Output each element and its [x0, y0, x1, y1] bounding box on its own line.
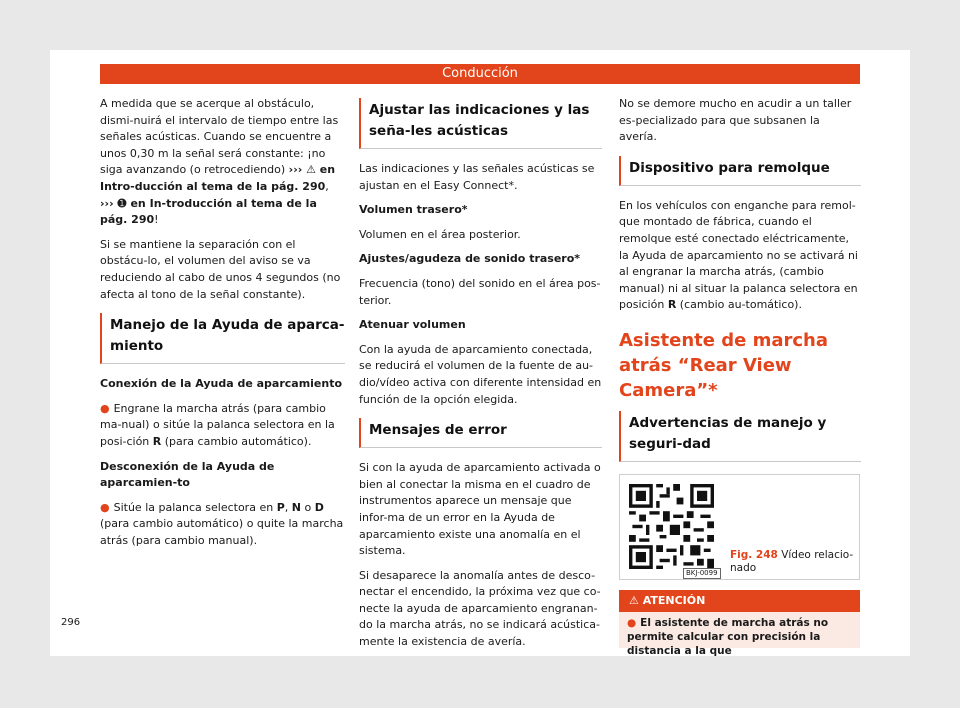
bullet-item [100, 401, 345, 451]
subheading: Ajustes/agudeza de sonido trasero* [359, 252, 581, 266]
bullet-icon: ● [627, 616, 637, 629]
warning-box [619, 590, 860, 657]
text: En los vehículos con enganche para remol-que montado de fábrica, cuando el remolque esté conectado eléctricamente, la Ayuda de aparcamiento no se activará ni al engranar la marcha atrás, (cambio manual) ni al situar la palanca selectora en posición [619, 198, 858, 312]
text: Engrane la marcha atrás (para cambio ma-nual) o sitúe la palanca selectora en la posi-ción [100, 401, 335, 448]
page-number: 296 [61, 617, 81, 628]
paragraph: Si con la ayuda de aparcamiento activada o bien al conectar la misma en el cuadro de instrumentos aparece un mensaje que infor-ma de un error en la Ayuda de aparcamiento existe una anomalía en el sistema. [359, 461, 601, 558]
text: Sitúe la palanca selectora en [113, 500, 277, 514]
text: R [152, 434, 162, 448]
cross-reference-link[interactable]: ››› ⚠ en Intro-ducción al tema de la pág. 290 [100, 163, 336, 193]
bullet-icon: ● [100, 500, 110, 514]
bullet-item [100, 500, 345, 550]
warning-text [619, 612, 860, 658]
text: , [284, 500, 292, 514]
text: ! [154, 213, 159, 227]
section-header: Conducción [100, 64, 860, 84]
text: R [667, 298, 677, 312]
figure-code: BKJ-0099 [683, 568, 721, 579]
text: o [300, 500, 315, 514]
chapter-heading: Asistente de marcha atrás “Rear View Camera”* [619, 329, 829, 401]
figure-caption [730, 549, 859, 575]
paragraph: Volumen en el área posterior. [359, 227, 521, 241]
warning-triangle-icon: ⚠ [629, 593, 639, 607]
text: (para cambio automático) o quite la marcha atrás (para cambio manual). [100, 517, 344, 547]
paragraph: Las indicaciones y las señales acústicas se ajustan en el Easy Connect*. [359, 162, 595, 192]
warning-header [619, 590, 860, 612]
text: , [325, 179, 329, 193]
subheading: Volumen trasero* [359, 203, 468, 217]
paragraph [100, 96, 345, 229]
text: A medida que se acerque al obstáculo, dismi-nuirá el intervalo de tiempo entre las señales acústicas. Cuando se encuentre a unos 0,30 m la señal será constante: ¡no siga avanzando (o retrocediendo) [100, 97, 339, 177]
cross-reference-link[interactable]: ››› ➊ en In-troducción al tema de la pág. 290 [100, 196, 317, 227]
bullet-icon: ● [100, 401, 110, 415]
text: El asistente de marcha atrás no permite calcular con precisión la distancia a la que [627, 616, 829, 657]
paragraph: Frecuencia (tono) del sonido en el área pos-terior. [359, 276, 601, 307]
text: D [314, 500, 324, 514]
text: N [291, 500, 301, 514]
text: (cambio au-tomático). [676, 298, 802, 312]
section-heading: Advertencias de manejo y seguri-dad [619, 411, 861, 462]
text: (para cambio automático). [161, 434, 312, 448]
paragraph: Con la ayuda de aparcamiento conectada, se reducirá el volumen de la fuente de au-dio/vídeo activa con diferente intensidad en función de la opción elegida. [359, 342, 602, 406]
section-heading: Manejo de la Ayuda de aparca-miento [100, 313, 345, 364]
subheading: Atenuar volumen [359, 318, 466, 332]
text: P [276, 500, 285, 514]
subheading: Desconexión de la Ayuda de aparcamien-to [100, 459, 275, 490]
paragraph: Si se mantiene la separación con el obstácu-lo, el volumen del aviso se va reduciendo al cabo de unos 4 segundos (no afecta al tono de la señal constante). [100, 237, 341, 301]
column-2 [359, 98, 602, 659]
qr-code-icon[interactable] [629, 484, 714, 569]
warning-title: ATENCIÓN [642, 593, 706, 607]
section-heading: Ajustar las indicaciones y las seña-les acústicas [359, 98, 602, 149]
paragraph [619, 198, 861, 314]
section-heading: Dispositivo para remolque [619, 156, 861, 186]
section-heading: Mensajes de error [359, 418, 602, 448]
paragraph: Si desaparece la anomalía antes de desco-nectar el encendido, la próxima vez que co-necte la ayuda de aparcamiento engranan-do la marcha atrás, no se indicará acústica-mente la existencia de avería. [359, 568, 601, 649]
column-3 [619, 96, 861, 657]
figure-number: Fig. 248 [730, 548, 778, 561]
subheading: Conexión de la Ayuda de aparcamiento [100, 377, 343, 391]
figure-box [619, 474, 860, 580]
column-1 [100, 96, 345, 557]
caption-text: Vídeo relacio-nado [730, 548, 854, 574]
paragraph: No se demore mucho en acudir a un taller es-pecializado para que subsanen la avería. [619, 97, 852, 144]
